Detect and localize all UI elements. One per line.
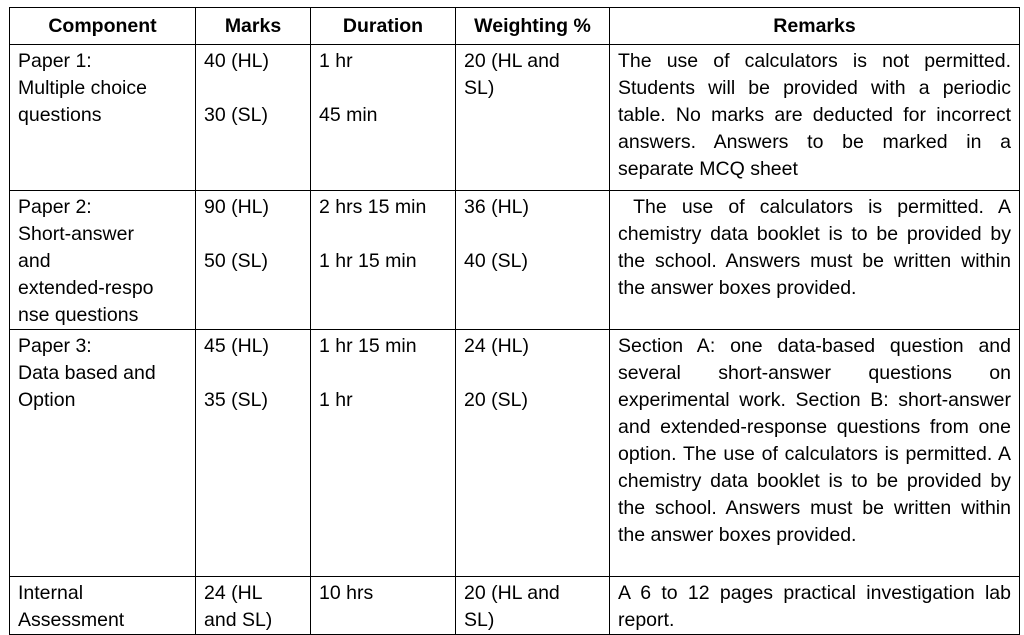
component-line: extended-respo bbox=[18, 277, 154, 299]
component-line: Paper 3: bbox=[18, 335, 92, 357]
weighting-cell bbox=[456, 191, 610, 330]
component-line: Multiple choice bbox=[18, 77, 147, 99]
marks-cell bbox=[196, 330, 311, 577]
component-line: Data based and bbox=[18, 362, 156, 384]
weighting-hl: 24 (HL) bbox=[464, 335, 530, 357]
remarks-cell: The use of calculators is not permitted. Students will be provided with a periodic table. No marks are deducted for incorrect answers. Answers to be marked in a separate MCQ sheet bbox=[610, 45, 1020, 191]
weighting-sl: 40 (SL) bbox=[464, 250, 528, 272]
header-weighting: Weighting % bbox=[456, 8, 610, 45]
marks-hl: 45 (HL) bbox=[204, 335, 270, 357]
component-line: Short-answer bbox=[18, 223, 134, 245]
weighting-line: SL) bbox=[464, 77, 495, 99]
assessment-table bbox=[9, 7, 1020, 635]
component-line: Paper 2: bbox=[18, 196, 92, 218]
marks-hl: 40 (HL) bbox=[204, 50, 270, 72]
duration-value: 10 hrs bbox=[319, 582, 374, 604]
header-component: Component bbox=[10, 8, 196, 45]
marks-cell bbox=[196, 577, 311, 635]
marks-line: 24 (HL bbox=[204, 582, 263, 604]
remarks-cell: The use of calculators is permitted. A chemistry data booklet is to be provided by the school. Answers must be written within the answer boxes provided. bbox=[610, 191, 1020, 330]
weighting-line: SL) bbox=[464, 609, 495, 631]
duration-sl: 1 hr bbox=[319, 389, 353, 411]
marks-sl: 35 (SL) bbox=[204, 389, 268, 411]
component-line: Option bbox=[18, 389, 76, 411]
weighting-cell bbox=[456, 330, 610, 577]
remarks-cell: A 6 to 12 pages practical investigation lab report. bbox=[610, 577, 1020, 635]
table-row bbox=[10, 577, 1020, 635]
component-line: nse questions bbox=[18, 304, 139, 326]
table-row bbox=[10, 330, 1020, 577]
component-line: Paper 1: bbox=[18, 50, 92, 72]
component-line: questions bbox=[18, 104, 102, 126]
remarks-cell: Section A: one data-based question and several short-answer questions on experimental work. Section B: short-answer and extended-response questions from one option. The use of calculators is permitted. A chemistry data booklet is to be provided by the school. Answers must be written within the answer boxes provided. bbox=[610, 330, 1020, 577]
weighting-hl: 36 (HL) bbox=[464, 196, 530, 218]
header-marks: Marks bbox=[196, 8, 311, 45]
weighting-cell bbox=[456, 577, 610, 635]
component-cell bbox=[10, 577, 196, 635]
component-line: Assessment bbox=[18, 609, 125, 631]
component-line: Internal bbox=[18, 582, 84, 604]
marks-hl: 90 (HL) bbox=[204, 196, 270, 218]
duration-cell bbox=[311, 191, 456, 330]
duration-hl: 1 hr 15 min bbox=[319, 335, 417, 357]
marks-line: and SL) bbox=[204, 609, 273, 631]
duration-cell bbox=[311, 577, 456, 635]
duration-hl: 1 hr bbox=[319, 50, 353, 72]
weighting-cell bbox=[456, 45, 610, 191]
duration-hl: 2 hrs 15 min bbox=[319, 196, 427, 218]
duration-cell bbox=[311, 330, 456, 577]
marks-cell bbox=[196, 45, 311, 191]
component-cell bbox=[10, 330, 196, 577]
marks-cell bbox=[196, 191, 311, 330]
table-row bbox=[10, 191, 1020, 330]
duration-sl: 45 min bbox=[319, 104, 378, 126]
component-cell bbox=[10, 191, 196, 330]
component-cell bbox=[10, 45, 196, 191]
header-row bbox=[10, 8, 1020, 45]
duration-sl: 1 hr 15 min bbox=[319, 250, 417, 272]
table-row bbox=[10, 45, 1020, 191]
header-remarks: Remarks bbox=[610, 8, 1020, 45]
weighting-line: 20 (HL and bbox=[464, 582, 560, 604]
duration-cell bbox=[311, 45, 456, 191]
component-line: and bbox=[18, 250, 51, 272]
header-duration: Duration bbox=[311, 8, 456, 45]
marks-sl: 50 (SL) bbox=[204, 250, 268, 272]
weighting-sl: 20 (SL) bbox=[464, 389, 528, 411]
weighting-line: 20 (HL and bbox=[464, 50, 560, 72]
marks-sl: 30 (SL) bbox=[204, 104, 268, 126]
